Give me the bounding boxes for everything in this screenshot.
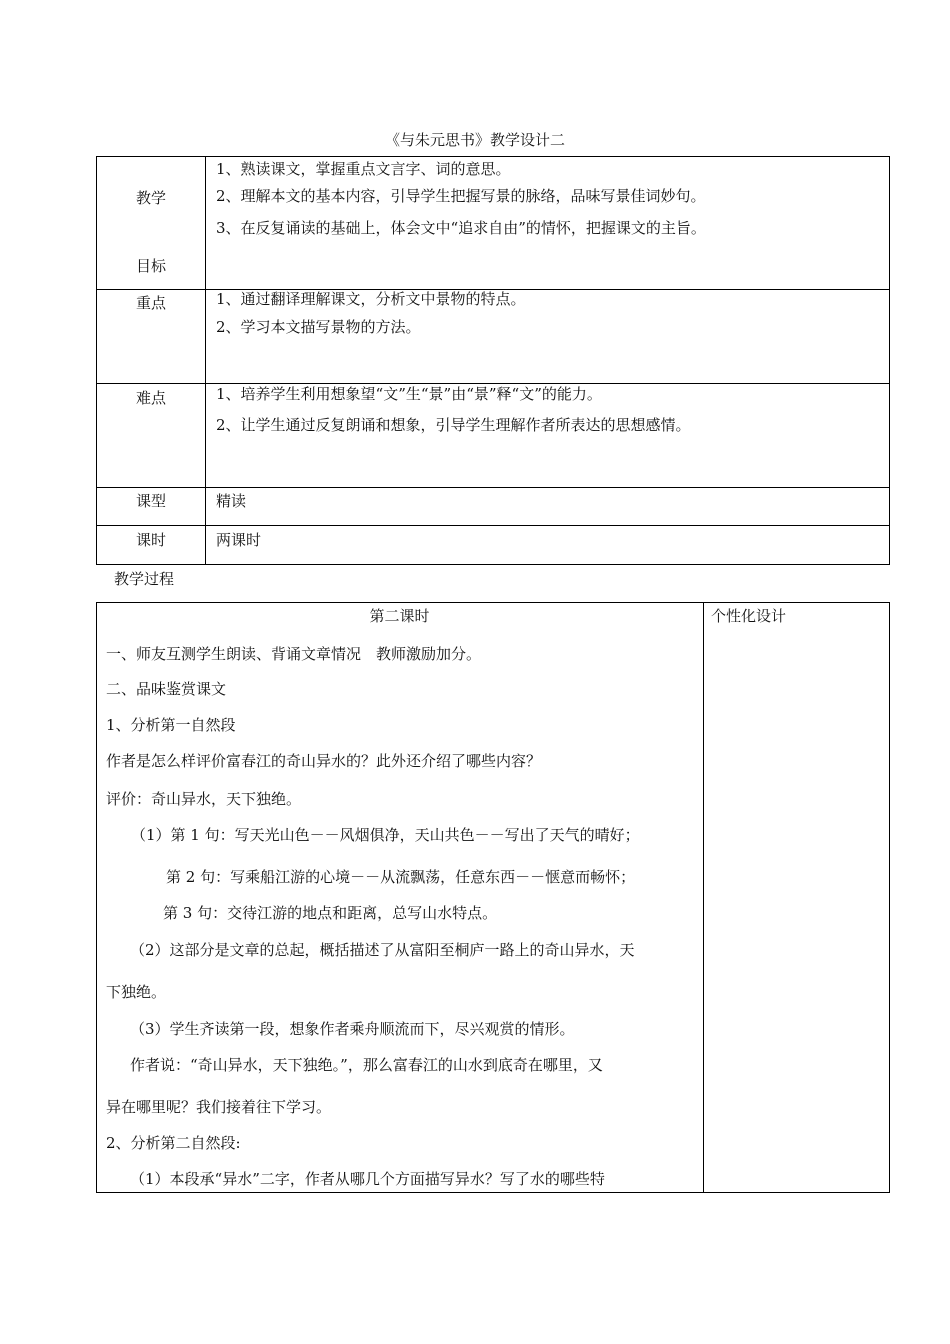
process-line: 评价：奇山异水，天下独绝。 <box>106 790 302 808</box>
objective-item: 1、熟读课文，掌握重点文言字、词的意思。 <box>216 160 511 178</box>
process-line: 第 3 句：交待江游的地点和距离，总写山水特点。 <box>163 904 498 922</box>
process-line: （2）这部分是文章的总起，概括描述了从富阳至桐庐一路上的奇山异水，天 <box>130 941 635 959</box>
document-title: 《与朱元思书》教学设计二 <box>384 131 565 149</box>
process-line: 第 2 句：写乘船江游的心境－－从流飘荡，任意东西－－惬意而畅怀； <box>166 868 636 886</box>
process-line: （3）学生齐读第一段，想象作者乘舟顺流而下，尽兴观赏的情形。 <box>130 1020 575 1038</box>
objective-item: 3、在反复诵读的基础上，体会文中“追求自由”的情怀，把握课文的主旨。 <box>216 219 706 237</box>
process-line: 异在哪里呢？我们接着往下学习。 <box>106 1098 332 1116</box>
objectives-label-bottom: 目标 <box>136 257 167 275</box>
process-line: 作者说：“奇山异水，天下独绝。”，那么富春江的山水到底奇在哪里，又 <box>130 1056 603 1074</box>
difficulties-label: 难点 <box>136 389 167 407</box>
process-line: （1）本段承“异水”二字，作者从哪几个方面描写异水？写了水的哪些特 <box>130 1170 605 1188</box>
process-line: 二、品味鉴赏课文 <box>106 680 227 698</box>
process-line: 1、分析第一自然段 <box>106 716 236 734</box>
process-line: 下独绝。 <box>106 983 167 1001</box>
process-line: 2、分析第二自然段: <box>106 1134 241 1152</box>
key-point-item: 1、通过翻译理解课文，分析文中景物的特点。 <box>216 290 526 308</box>
process-line: 作者是怎么样评价富春江的奇山异水的？此外还介绍了哪些内容？ <box>106 752 542 770</box>
objective-item: 2、理解本文的基本内容，引导学生把握写景的脉络，品味写景佳词妙句。 <box>216 187 706 205</box>
lesson-type-value: 精读 <box>216 492 247 510</box>
difficulty-item: 2、让学生通过反复朗诵和想象，引导学生理解作者所表达的思想感情。 <box>216 416 691 434</box>
difficulty-item: 1、培养学生利用想象望“文”生“景”由“景”释“文”的能力。 <box>216 385 602 403</box>
process-main-header: 第二课时 <box>369 607 430 625</box>
process-heading: 教学过程 <box>114 570 175 588</box>
key-point-item: 2、学习本文描写景物的方法。 <box>216 318 421 336</box>
lesson-hours-value: 两课时 <box>216 531 262 549</box>
lesson-hours-label: 课时 <box>136 531 167 549</box>
process-line: （1）第 1 句：写天光山色－－风烟俱净，天山共色－－写出了天气的晴好； <box>131 826 640 844</box>
key-points-label: 重点 <box>136 294 167 312</box>
process-side-header: 个性化设计 <box>711 607 787 625</box>
process-line: 一、师友互测学生朗读、背诵文章情况 教师激励加分。 <box>106 645 482 663</box>
objectives-label-top: 教学 <box>136 189 167 207</box>
lesson-type-label: 课型 <box>136 492 167 510</box>
